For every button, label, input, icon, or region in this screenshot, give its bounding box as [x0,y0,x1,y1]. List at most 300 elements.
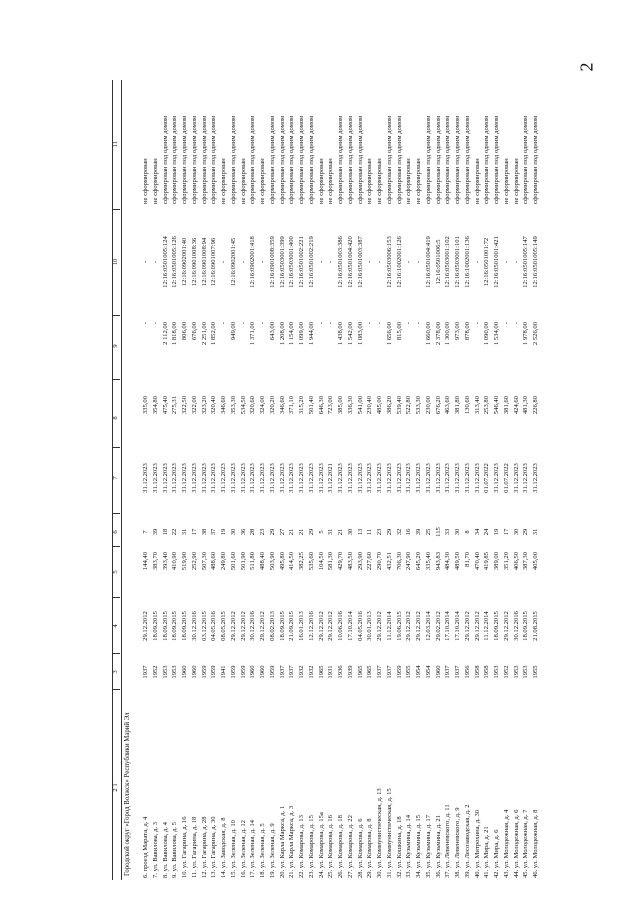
address-cell [367,692,374,878]
cadastral-cell: 12:16:0501004:420 [346,236,354,288]
header-divider [112,597,120,598]
area-cell: 645,20 [415,552,422,571]
date-cell: 29.12.2012 [376,611,383,641]
area-cell: 432,51 [385,552,393,571]
deadline-cell: 31.12.2023 [385,463,393,493]
cadastral-cell: 12:16:0501001:421 [493,236,500,288]
value-cell: 320,40 [210,396,218,415]
deadline-cell: 31.12.2023 [181,463,188,493]
land-status-cell: сформирован под одним домом [229,115,237,204]
street-address: ул. Мира, д. 6 [493,829,500,869]
table-row [221,80,230,880]
land-area-cell: 806,00 [181,322,188,341]
year-built-cell: 1959 [395,665,403,679]
residents-cell: 17 [190,528,198,536]
cadastral-cell: 12:16:0501005:147 [522,236,530,288]
cadastral-cell: - [220,260,227,264]
address-cell [416,692,423,878]
land-area-cell: 1 542,00 [346,322,354,346]
street-address: ул. Зеленая, д. 5 [259,823,266,869]
year-built-cell: 1941 [220,665,227,679]
land-area-cell: 1 099,00 [298,322,305,346]
header-bottom-border [121,80,122,880]
date-cell: 17.10.2014 [346,611,354,641]
table-row [270,80,279,880]
residents-cell: 11 [366,528,374,536]
residents-cell: 27 [278,528,286,536]
address-cell [436,692,443,878]
land-status-cell: не сформирован [502,158,510,204]
row-number: 38. [454,869,461,878]
residents-cell: 29 [385,528,393,536]
land-area-cell: - [366,322,374,325]
land-status-cell: сформирован под одним домом [356,115,364,204]
street-address: ул. Карла Маркса, д. 1 [278,805,286,869]
area-cell: 495,80 [278,552,286,571]
header-col-9: 9 [112,344,119,348]
cadastral-cell: 12:16:0503001:101 [454,236,461,288]
year-built-cell: 1955 [405,665,413,679]
value-cell: 723,00 [327,396,335,415]
land-area-cell: - [405,322,413,325]
year-built-cell: 1959 [268,665,276,679]
address-cell [465,692,472,878]
address-cell [504,692,511,878]
value-cell: 323,20 [200,396,208,415]
street-address: ул. Кошкина, д. 18 [395,816,403,869]
deadline-cell: 31.12.2023 [434,463,442,493]
residents-cell: 30 [346,528,354,536]
rotated-table-region [112,80,565,880]
deadline-cell: 31.12.2023 [512,463,520,493]
land-area-cell: 1 090,00 [483,322,491,346]
row-number: 33. [405,869,413,878]
row-number: 19. [268,869,276,878]
cadastral-cell: 12:16:0501005:126 [171,236,179,288]
street-address: ул. Кузьмина, д. 17 [424,814,432,869]
street-address: ул. Митрохина, д. 30 [473,809,481,869]
year-built-cell: 1932 [298,665,305,679]
address-cell [533,692,540,878]
land-status-cell: сформирован под одним домом [444,115,452,204]
residents-cell: 33 [444,528,452,536]
street-address: ул. Вавилова, д. 3 [151,822,159,872]
street-address: ул. Молодежная, д. 7 [522,809,530,869]
year-built-cell: 1937 [376,665,383,679]
cadastral-cell: 12:16:0901008:359 [268,236,276,288]
address-cell [241,692,248,878]
table-row [426,80,435,880]
land-status-cell: сформирован под одним домом [424,115,432,204]
deadline-cell: 31.12.2023 [298,463,305,493]
area-cell: 382,25 [298,552,305,571]
area-cell: 503,90 [268,552,276,571]
table-row [406,80,415,880]
year-built-cell: 1959 [229,665,237,679]
date-cell: 03.12.2015 [200,611,208,641]
land-status-cell: сформирован под одним домом [483,115,491,204]
date-cell: 18.09.2015 [278,611,286,641]
header-divider [112,379,120,380]
row-number: 16. [239,869,247,878]
cadastral-cell: - [473,260,481,264]
residents-cell: 13 [356,528,364,536]
address-cell [523,692,530,878]
date-cell: 29.12.2012 [327,611,335,641]
address-cell [192,692,199,878]
address-cell [270,692,277,878]
value-cell: 346,60 [220,396,227,415]
land-status-cell: сформирован под одним домом [463,115,471,204]
cadastral-cell: - [366,260,374,264]
residents-cell: 24 [483,528,491,536]
row-number: 35. [424,869,432,878]
year-built-cell: 1953 [512,665,520,679]
residents-cell: 8 [463,530,471,534]
area-cell: 290,70 [376,552,383,571]
area-cell: 501,60 [229,552,237,571]
area-cell: 507,30 [200,552,208,571]
header-col-8: 8 [112,416,119,420]
year-built-cell: 1959 [200,665,208,679]
area-cell: 249,80 [220,552,227,571]
deadline-cell: 31.12.2023 [161,463,169,493]
residents-cell: 23 [259,528,266,536]
cadastral-cell: 12:16:0501002:221 [298,236,305,288]
value-cell: 335,00 [142,396,149,415]
value-cell: 353,30 [229,396,237,415]
date-cell: 18.09.2015 [171,611,179,641]
date-cell: 30.12.2016 [249,611,257,641]
land-area-cell: 1 944,00 [307,322,315,346]
land-status-cell: сформирован под одним домом [288,115,296,204]
cadastral-cell: - [151,260,159,264]
table-row [484,80,493,880]
row-number: 18. [259,869,266,878]
cadastral-cell: - [405,260,413,264]
row-number: 46. [532,869,539,878]
land-area-cell: 1 656,00 [385,322,393,346]
deadline-cell: 31.12.2023 [356,463,364,493]
land-status-cell: сформирован под одним домом [268,115,276,204]
deadline-cell: 31.12.2023 [454,463,461,493]
row-number: 7. [151,873,159,878]
deadline-cell: 31.12.2023 [142,463,149,493]
deadline-cell: 31.12.2023 [463,463,471,493]
street-address: ул. Комарова, д. 15а [317,812,325,869]
date-cell: 18.09.2015 [181,611,188,641]
deadline-cell: 31.12.2023 [366,463,374,493]
cadastral-cell: 12:16:0501003:387 [356,236,364,288]
address-cell [163,692,170,878]
deadline-cell: 31.12.2023 [307,463,315,493]
value-cell: 313,40 [473,396,481,415]
residents-cell: 31 [181,528,188,536]
area-cell: 943,83 [434,552,442,571]
value-cell: 646,30 [317,396,325,415]
date-cell: 29.12.2012 [502,611,510,641]
date-cell: 08.02.2013 [268,611,276,641]
row-number: 27. [346,869,354,878]
row-number: 13. [210,869,218,878]
date-cell: 29.12.2012 [239,611,247,641]
table-row [387,80,396,880]
date-cell: 17.10.2014 [454,611,461,641]
street-address: ул. Мира, д. 21 [483,826,491,869]
table-row [143,80,152,880]
header-col-3: 3 [112,670,119,674]
table-row [494,80,503,880]
table-row [192,80,201,880]
year-built-cell: 1955 [532,665,539,679]
residents-cell: 22 [171,528,179,536]
address-cell [280,692,287,878]
municipality-caption: Городской округ «Город Волжск» Республики Марий Эл [124,712,131,876]
deadline-cell: 31.12.2023 [171,463,179,493]
cadastral-cell: 12:16:0901008:94 [200,237,208,287]
deadline-cell: 01.07.2022 [502,463,510,493]
row-number: 14. [220,869,227,878]
land-status-cell: сформирован под одним домом [532,115,539,204]
table-row [377,80,386,880]
cadastral-cell: 12:16:0503001:400 [288,236,296,288]
address-cell [289,692,296,878]
cadastral-cell: 12:16:1002001:136 [463,236,471,288]
date-cell: 29.12.2012 [473,611,481,641]
land-status-cell: сформирован под одним домом [346,115,354,204]
row-number: 29. [366,869,374,878]
cadastral-cell: 12:16:0901008:36 [190,237,198,287]
date-cell: 17.10.2014 [444,611,452,641]
row-number: 11. [190,870,198,878]
area-cell: 489,50 [454,552,461,571]
deadline-cell: 31.12.2023 [239,463,247,493]
residents-cell: 18 [161,528,169,536]
deadline-cell: 31.12.2023 [278,463,286,493]
residents-cell: 16 [405,528,413,536]
land-area-cell: 815,00 [395,322,403,341]
address-cell [338,692,345,878]
area-cell: 706,30 [395,552,403,571]
deadline-cell: 31.12.2023 [415,463,422,493]
residents-cell: 23 [376,528,383,536]
deadline-cell: 31.12.2023 [317,463,325,493]
row-number: 24. [317,869,325,878]
date-cell: 30.12.2016 [512,611,520,641]
row-number: 31. [385,869,393,878]
land-status-cell: сформирован под одним домом [337,115,344,204]
land-status-cell: сформирован под одним домом [190,115,198,204]
deadline-cell: 31.12.2023 [229,463,237,493]
residents-cell: 36 [239,528,247,536]
value-cell: 320,20 [268,396,276,415]
cadastral-cell: 12:16:0901007:96 [210,237,218,287]
land-area-cell: 949,00 [229,322,237,341]
land-area-cell: - [376,322,383,325]
header-divider [112,689,120,690]
area-cell: 519,90 [181,552,188,571]
value-cell: 522,80 [405,396,413,415]
address-cell [484,692,491,878]
table-row [289,80,298,880]
header-divider [112,546,120,547]
address-cell [211,692,218,878]
date-cell: 29.12.2012 [142,611,149,641]
area-cell: 383,70 [151,552,159,571]
deadline-cell: 31.12.2023 [268,463,276,493]
address-cell [514,692,521,878]
year-built-cell: 1960 [434,665,442,679]
cadastral-cell: 12:16:0503001:102 [444,236,452,288]
value-cell: 539,40 [395,396,403,415]
land-status-cell: сформирован под одним домом [181,115,188,204]
land-status-cell: не сформирован [220,158,227,204]
value-cell: 475,40 [161,396,169,415]
date-cell: 19.06.2015 [395,611,403,641]
address-cell [153,692,160,878]
street-address: ул. Молодежная, д. 4 [502,809,510,869]
land-area-cell: 1 208,00 [278,322,286,346]
street-address: ул. Гагарина, д. 16 [181,816,188,869]
row-number: 42. [493,869,500,878]
land-area-cell: - [473,322,481,325]
year-built-cell: 1959 [210,665,218,679]
row-number: 28. [356,869,364,878]
year-built-cell: 1965 [356,665,364,679]
deadline-cell: 31.12.2023 [190,463,198,493]
date-cell: 04.05.2016 [210,611,218,641]
value-cell: 346,60 [278,396,286,415]
deadline-cell: 31.12.2023 [220,463,227,493]
year-built-cell: 1965 [317,665,325,679]
area-cell: 419,85 [483,552,491,571]
table-row [172,80,181,880]
table-row [416,80,425,880]
area-cell: 483,50 [346,552,354,571]
deadline-cell: 31.12.2023 [210,463,218,493]
address-cell [494,692,501,878]
area-cell: 488,60 [210,552,218,571]
value-cell: 371,10 [288,396,296,415]
street-address: ул. Комарова, д. 15 [307,815,315,869]
year-built-cell: 1958 [473,665,481,679]
area-cell: 406,50 [512,552,520,571]
date-cell: 11.12.2014 [385,611,393,641]
row-number: 32. [395,869,403,878]
land-area-cell: 1 154,00 [288,322,296,346]
address-cell [221,692,228,878]
year-built-cell: 1937 [444,665,452,679]
land-status-cell: сформирован под одним домом [395,115,403,204]
cadastral-cell: 12:16:0501003:386 [337,236,344,288]
land-status-cell: не сформирован [512,158,520,204]
header-divider [112,315,120,316]
address-cell [475,692,482,878]
residents-cell: 19 [493,528,500,536]
land-status-cell: не сформирован [405,158,413,204]
header-col-7: 7 [112,476,119,480]
residents-cell: 32 [395,528,403,536]
cadastral-cell: 12:16:0501004:419 [424,236,432,288]
value-cell: 546,40 [493,396,500,415]
residents-cell: 31 [532,528,539,536]
land-area-cell: 1 660,00 [424,322,432,346]
value-cell: 275,31 [171,396,179,415]
date-cell: 29.02.2012 [434,611,442,641]
area-cell: 429,70 [337,552,344,571]
land-area-cell: 676,00 [190,322,198,341]
date-cell: 18.09.2015 [522,611,530,641]
street-address: ул. Вавилова, д. 5 [171,822,179,872]
table-row [328,80,337,880]
deadline-cell: 31.12.2023 [200,463,208,493]
deadline-cell: 31.12.2023 [405,463,413,493]
date-cell: 29.12.2012 [405,611,413,641]
row-number: 41. [483,869,491,878]
value-cell: 501,40 [307,396,315,415]
street-address: ул. Карла Маркса, д. 3 [288,805,296,869]
cadastral-cell: - [512,260,520,264]
land-area-cell: 1 083,00 [356,322,364,346]
date-cell: 04.05.2016 [356,611,364,641]
residents-cell: 39 [415,528,422,536]
land-status-cell: не сформирован [239,158,247,204]
cadastral-cell: - [502,260,510,264]
street-address: ул. Комарова, д. 6 [356,818,364,869]
cadastral-cell: - [142,260,149,264]
land-area-cell: 2 526,00 [532,322,539,346]
value-cell: 130,60 [463,396,471,415]
year-built-cell: 1960 [249,665,257,679]
year-built-cell: 1953 [171,665,179,679]
table-row [153,80,162,880]
date-cell: 29.12.2012 [229,611,237,641]
date-cell: 16.01.2013 [298,611,305,641]
row-number: 39. [463,869,471,878]
area-cell: 410,90 [171,552,179,571]
area-cell: 405,00 [532,552,539,571]
header-col-6: 6 [112,530,119,534]
residents-cell: 30 [454,528,461,536]
address-cell [202,692,209,878]
area-cell: 351,20 [502,552,510,571]
area-cell: 488,40 [259,552,266,571]
cadastral-cell: 12:16:0501002:219 [307,236,315,288]
area-cell: 252,90 [190,552,198,571]
land-status-cell: не сформирован [259,158,266,204]
value-cell: 320,60 [249,396,257,415]
land-area-cell: - [502,322,510,325]
address-cell [445,692,452,878]
value-cell: 230,00 [424,396,432,415]
table-row [260,80,269,880]
area-cell: 511,80 [249,552,257,570]
table-row [309,80,318,880]
value-cell: 354,80 [151,396,159,415]
land-area-cell: 1 438,00 [337,322,344,346]
land-area-cell: 1 300,00 [444,322,452,346]
date-cell: 08.05.2015 [220,611,227,641]
area-cell: 414,50 [288,552,296,571]
address-cell [250,692,257,878]
cadastral-cell: 12:16:0503006:153 [385,236,393,288]
year-built-cell: 1937 [142,665,149,679]
address-cell [406,692,413,878]
land-area-cell: 643,00 [268,322,276,341]
deadline-cell: 31.12.2023 [532,463,539,493]
date-cell: 21.08.2015 [532,611,539,641]
value-cell: 226,80 [532,396,539,415]
